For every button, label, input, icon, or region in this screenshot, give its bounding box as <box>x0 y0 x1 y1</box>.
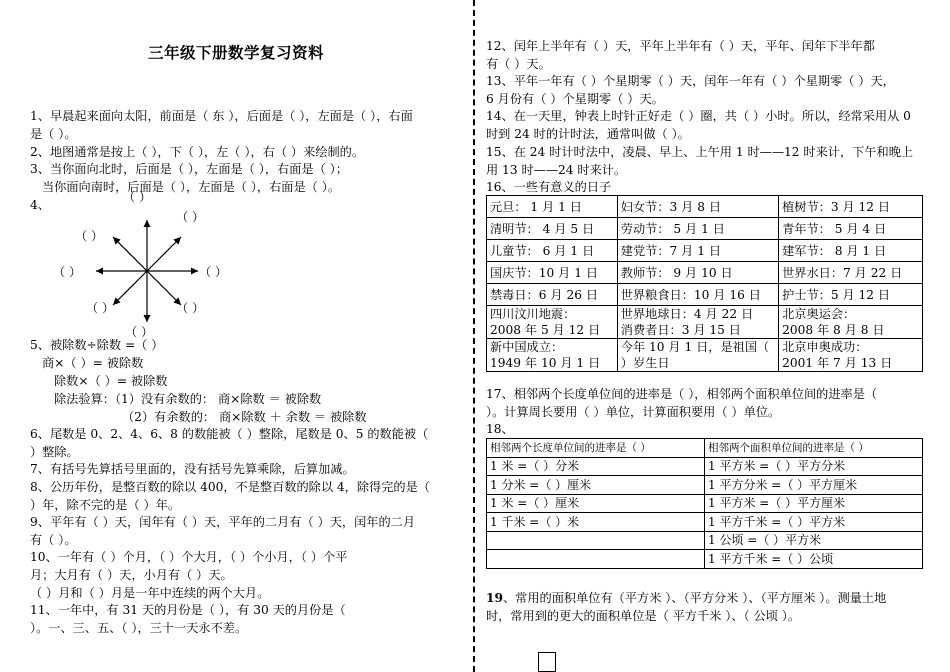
question-18: 18、 <box>486 422 514 436</box>
table-row <box>487 218 923 240</box>
length-header: 相邻两个长度单位间的进率是（ ） <box>487 439 705 458</box>
table-cell: 1 平方分米 =（ ）平方厘米 <box>705 476 923 495</box>
question-14: 14、在一天里，钟表上时针正好走（ ）圈，共（ ）小时。所以，经常采用从 0 时到 24 时的计时法，通常叫做（ ）。 <box>486 109 911 141</box>
blank-east: （ ） <box>199 265 228 279</box>
table-cell: 护士节：5 月 12 日 <box>779 284 923 306</box>
question-16: 16、一些有意义的日子 <box>486 180 612 194</box>
question-11: 11、一年中，有 31 天的月份是（ ），有 30 天的月份是（ ）。一、三、五、（ ），三十一天永不差。 <box>30 603 346 635</box>
table-cell: 建党节：7 月 1 日 <box>617 240 778 262</box>
compass-diagram <box>30 190 290 346</box>
table-cell: 妇女节：3 月 8 日 <box>617 196 778 218</box>
table-cell: 1 分米 =（ ）厘米 <box>487 476 705 495</box>
table-cell: 1 平方千米 =（ ）平方米 <box>705 513 923 532</box>
table-cell: 1 平方米 =（ ）平方分米 <box>705 457 923 476</box>
table-cell: 禁毒日：6 月 26 日 <box>487 284 618 306</box>
question-13: 13、平年一年有（ ）个星期零（ ）天，闰年一年有（ ）个星期零（ ）天， 6 月份有（ ）个星期零（ ）天。 <box>486 74 895 106</box>
table-cell: 今年 10 月 1 日，是祖国（ ）岁生日 <box>617 339 778 372</box>
right-column <box>486 0 926 672</box>
question-17: 17、相邻两个长度单位间的进率是（ ），相邻两个面积单位间的进率是（ ）。计算周长要用（ ）单位，计算面积要用（ ）单位。 <box>486 387 878 419</box>
question-4-label: 4、 <box>30 198 50 212</box>
table-row <box>487 476 923 495</box>
table-row <box>487 513 923 532</box>
table-row <box>487 196 923 218</box>
table-cell: 1 米 =（ ）厘米 <box>487 494 705 513</box>
table-cell: 世界水日：7 月 22 日 <box>779 262 923 284</box>
table-cell: 元旦： 1 月 1 日 <box>487 196 618 218</box>
table-cell <box>487 531 705 550</box>
question-19: 19、常用的面积单位有（平方米 ）、（平方分米 ）、（平方厘米 ）。测量土地 时，常用到的更大的面积单位是（ 平方千米 ）、（ 公顷 ）。 <box>486 591 887 623</box>
table-cell: 新中国成立： 1949 年 10 月 1 日 <box>487 339 618 372</box>
table-cell <box>487 550 705 569</box>
arrow-northwest <box>113 237 147 271</box>
blank-south: （ ） <box>125 325 154 339</box>
holidays-table <box>486 195 923 372</box>
question-9: 9、平年有（ ）天，闰年有（ ）天，平年的二月有（ ）天，闰年的二月 有（ ）。 <box>30 515 416 547</box>
question-8: 8、公历年份，是整百数的除以 400，不是整百数的除以 4，除得完的是（ ）年，除不完的是（ ）年。 <box>30 480 430 512</box>
table-cell: 清明节： 4 月 5 日 <box>487 218 618 240</box>
table-cell: 四川汶川地震： 2008 年 5 月 12 日 <box>487 306 618 339</box>
table-cell: 儿童节： 6 月 1 日 <box>487 240 618 262</box>
table-cell: 国庆节：10 月 1 日 <box>487 262 618 284</box>
table-row <box>487 240 923 262</box>
table-cell: 北京申奥成功： 2001 年 7 月 13 日 <box>779 339 923 372</box>
table-row <box>487 494 923 513</box>
table-row <box>487 550 923 569</box>
table-cell: 植树节：3 月 12 日 <box>779 196 923 218</box>
page-title: 三年级下册数学复习资料 <box>148 43 325 62</box>
table-cell: 青年节： 5 月 4 日 <box>779 218 923 240</box>
table-cell: 北京奥运会： 2008 年 8 月 8 日 <box>779 306 923 339</box>
question-5: 5、被除数÷除数 =（ ） 商×（ ）= 被除数 除数×（ ）= 被除数 除法验算：（1）没有余数的： 商×除数 ＝ 被除数 （2）有余数的： 商×除数 ＋ 余数 ＝ 被除数 <box>30 338 367 424</box>
table-row <box>487 306 923 339</box>
table-cell: 1 米 =（ ）分米 <box>487 457 705 476</box>
table-row <box>487 531 923 550</box>
units-header-row <box>487 439 923 458</box>
table-cell: 世界地球日：4 月 22 日 消费者日：3 月 15 日 <box>617 306 778 339</box>
question-2: 2、地图通常是按上（ ），下（ ），左（ ），右（ ）来绘制的。 <box>30 145 365 159</box>
question-3: 3、当你面向北时，后面是（ ），左面是（ ），右面是（ ）； 当你面向南时，后面是（ ），左面是（ ），右面是（ ）。 <box>30 162 348 194</box>
question-7: 7、有括号先算括号里面的，没有括号先算乘除，后算加减。 <box>30 462 355 476</box>
table-cell: 世界粮食日：10 月 16 日 <box>617 284 778 306</box>
blank-west: （ ） <box>53 265 82 279</box>
blank-northeast: （ ） <box>176 210 205 224</box>
table-row <box>487 262 923 284</box>
units-table <box>486 438 923 569</box>
blank-north: （ ） <box>123 190 152 204</box>
question-15: 15、在 24 时计时法中，凌晨、早上、上午用 1 时——12 时来计，下午和晚上 用 13 时——24 时来计。 <box>486 145 914 177</box>
table-row <box>487 284 923 306</box>
table-cell: 1 公顷 =（ ）平方米 <box>705 531 923 550</box>
blank-southwest: （ ） <box>86 301 115 315</box>
table-cell: 1 平方米 =（ ）平方厘米 <box>705 494 923 513</box>
page-divider <box>473 0 475 672</box>
blank-northwest: （ ） <box>75 229 104 243</box>
arrow-northeast <box>147 237 181 271</box>
table-cell: 建军节： 8 月 1 日 <box>779 240 923 262</box>
question-10: 10、一年有（ ）个月，（ ）个大月，（ ）个小月，（ ）个平 月；大月有（ ）天，小月有（ ）天。 （ ）月和（ ）月是一年中连续的两个大月。 <box>30 550 348 600</box>
table-cell: 1 千米 =（ ）米 <box>487 513 705 532</box>
table-cell: 劳动节： 5 月 1 日 <box>617 218 778 240</box>
table-cell: 教师节： 9 月 10 日 <box>617 262 778 284</box>
page-number-box <box>538 652 556 672</box>
table-cell: 1 平方千米 =（ ）公顷 <box>705 550 923 569</box>
table-row <box>487 457 923 476</box>
left-column <box>30 0 465 672</box>
question-12: 12、闰年上半年有（ ）天，平年上半年有（ ）天，平年、闰年下半年都 有（ ）天。 <box>486 39 875 71</box>
arrow-southwest <box>113 271 147 305</box>
blank-southeast: （ ） <box>176 301 205 315</box>
area-header: 相邻两个面积单位间的进率是（ ） <box>705 439 923 458</box>
question-1: 1、早晨起来面向太阳，前面是（ 东 ），后面是（ ），左面是（ ），右面 是（ ）。 <box>30 109 413 141</box>
table-row <box>487 339 923 372</box>
question-6: 6、尾数是 0、2、4、6、8 的数能被（ ）整除，尾数是 0、5 的数能被（ ）整除。 <box>30 427 429 459</box>
question-19-number: 19 <box>486 591 503 605</box>
